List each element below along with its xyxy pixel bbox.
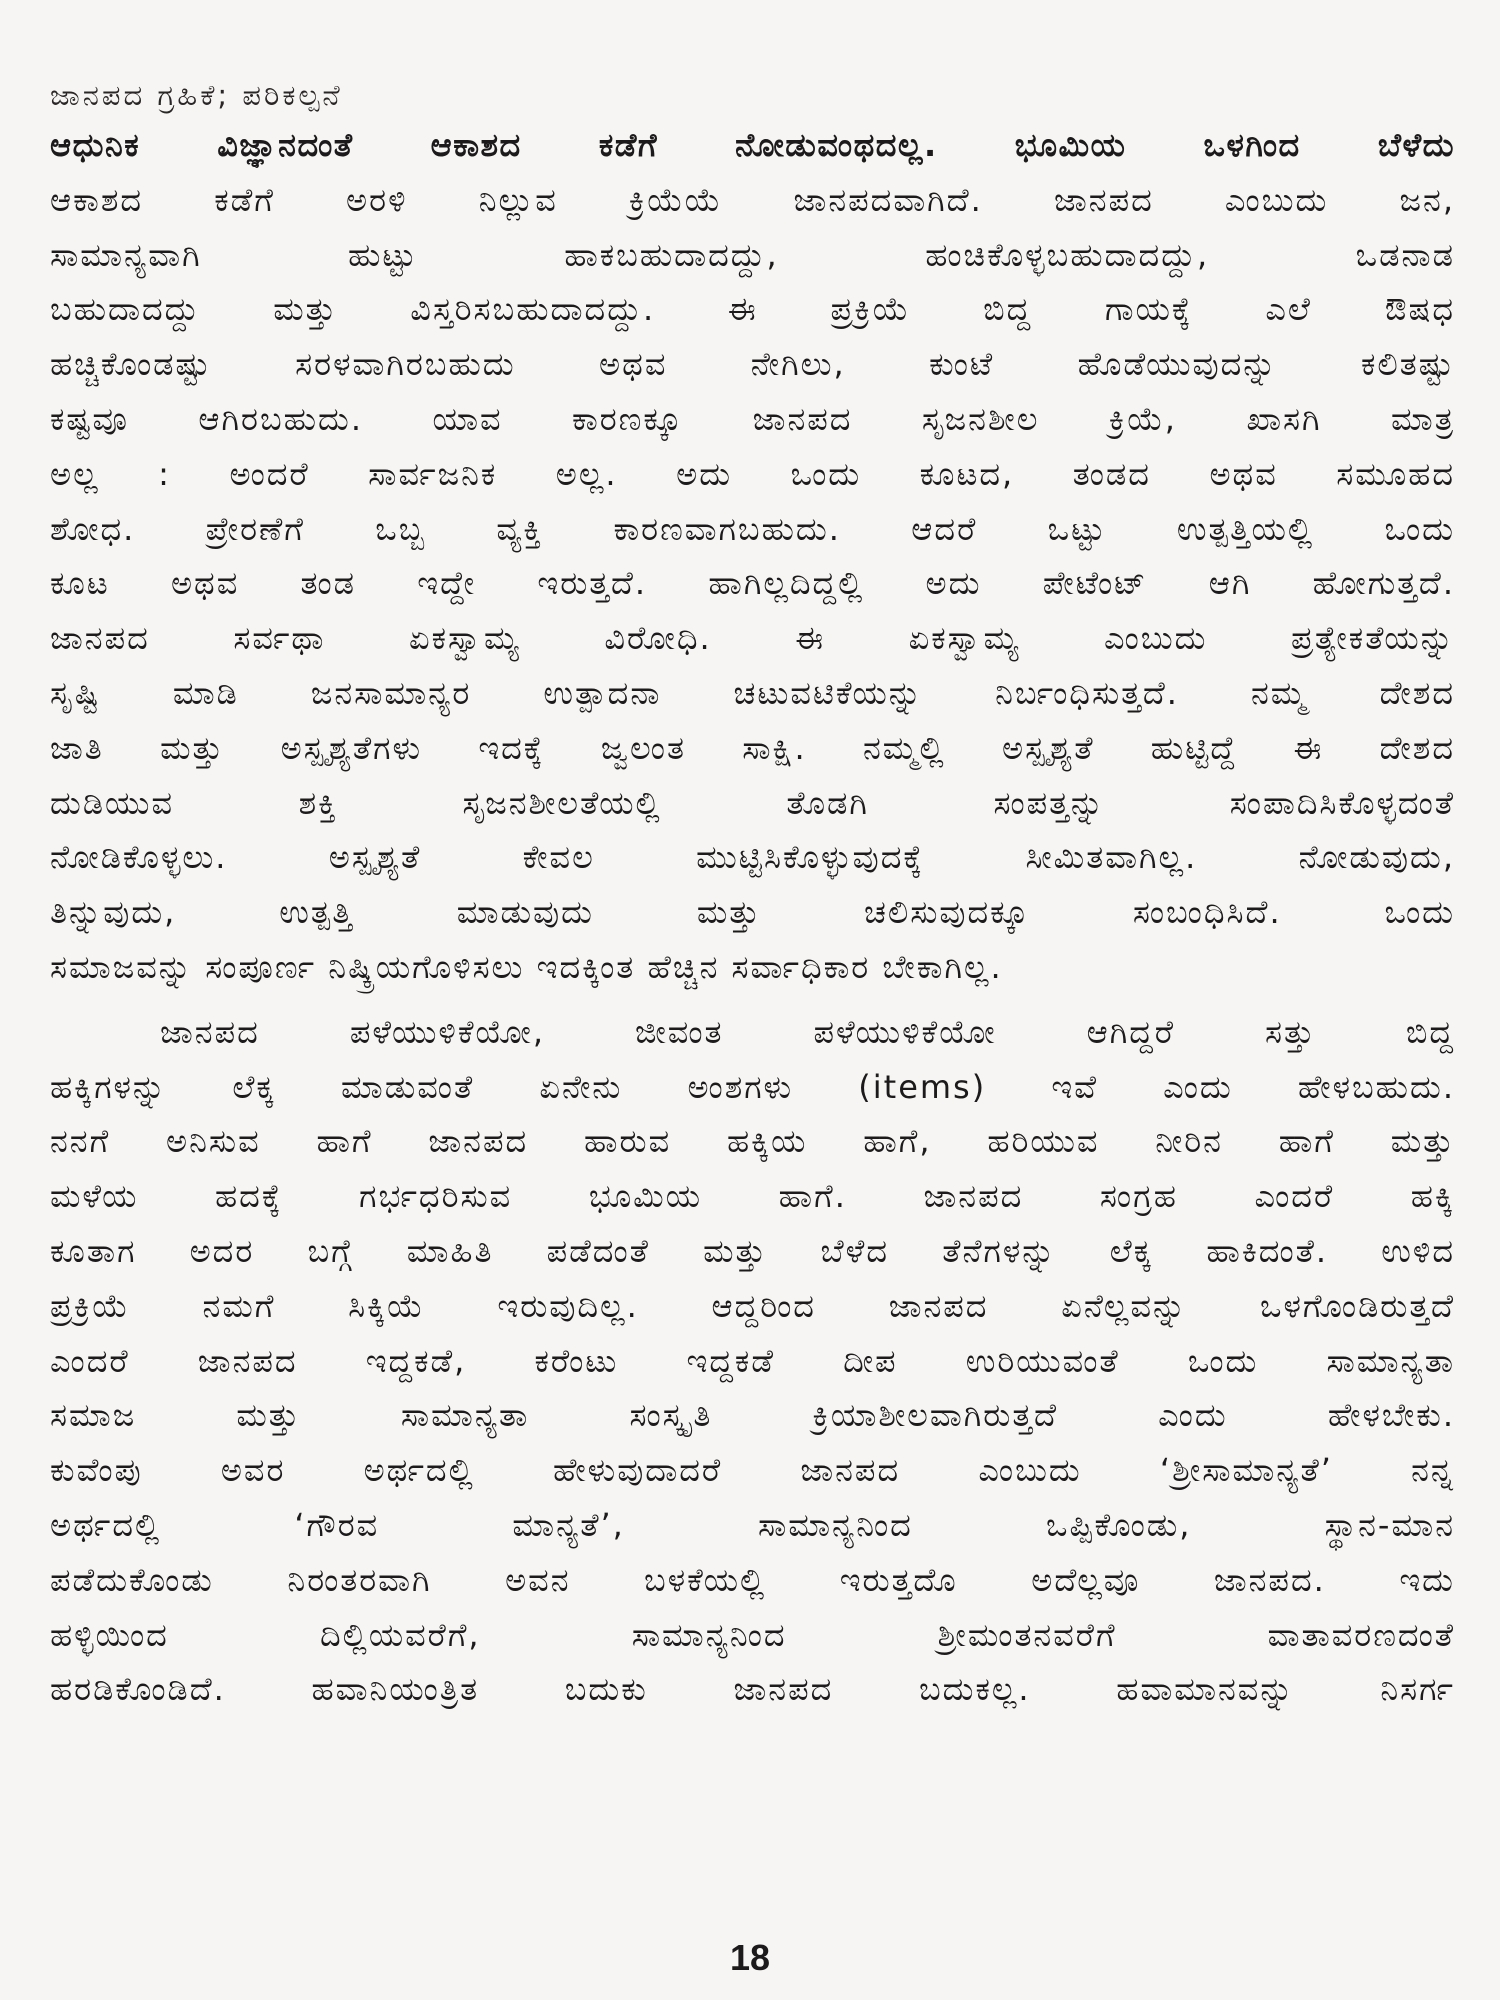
text-line: ಸಮಾಜವನ್ನು ಸಂಪೂರ್ಣ ನಿಷ್ಕ್ರಿಯಗೊಳಿಸಲು ಇದಕ್ಕಿಂತ ಹೆಚ್ಚಿನ ಸರ್ವಾಧಿಕಾರ ಬೇಕಾಗಿಲ್ಲ. [50,947,1003,986]
paragraph-spacer [50,995,1455,1005]
text-line: ಜಾತಿ ಮತ್ತು ಅಸ್ಪೃಶ್ಯತೆಗಳು ಇದಕ್ಕೆ ಜ್ವಲಂತ ಸಾಕ್ಷಿ. ನಮ್ಮಲ್ಲಿ ಅಸ್ಪೃಶ್ಯತೆ ಹುಟ್ಟಿದ್ದೆ ಈ ದೇಶದ [50,728,1455,767]
text-line: ನೋಡಿಕೊಳ್ಳಲು. ಅಸ್ಪೃಶ್ಯತೆ ಕೇವಲ ಮುಟ್ಟಿಸಿಕೊಳ್ಳುವುದಕ್ಕೆ ಸೀಮಿತವಾಗಿಲ್ಲ. ನೋಡುವುದು, [50,838,1455,877]
running-header: ಜಾನಪದ ಗ್ರಹಿಕೆ; ಪರಿಕಲ್ಪನೆ [50,78,343,112]
paragraph-1 [50,118,1455,995]
text-line: ಸೃಷ್ಟಿ ಮಾಡಿ ಜನಸಾಮಾನ್ಯರ ಉತ್ಪಾದನಾ ಚಟುವಟಿಕೆಯನ್ನು ನಿರ್ಬಂಧಿಸುತ್ತದೆ. ನಮ್ಮ ದೇಶದ [50,673,1455,712]
text-line: ಹಚ್ಚಿಕೊಂಡಷ್ಟು ಸರಳವಾಗಿರಬಹುದು ಅಥವ ನೇಗಿಲು, ಕುಂಟೆ ಹೊಡೆಯುವುದನ್ನು ಕಲಿತಷ್ಟು [50,345,1455,384]
text-line: ಮಳೆಯ ಹದಕ್ಕೆ ಗರ್ಭಧರಿಸುವ ಭೂಮಿಯ ಹಾಗೆ. ಜಾನಪದ ಸಂಗ್ರಹ ಎಂದರೆ ಹಕ್ಕಿ [50,1177,1455,1216]
text-line: ಹರಡಿಕೊಂಡಿದೆ. ಹವಾನಿಯಂತ್ರಿತ ಬದುಕು ಜಾನಪದ ಬದುಕಲ್ಲ. ಹವಾಮಾನವನ್ನು ನಿಸರ್ಗ [50,1670,1455,1709]
text-line: ಜಾನಪದ ಸರ್ವಥಾ ಏಕಸ್ವಾಮ್ಯ ವಿರೋಧಿ. ಈ ಏಕಸ್ವಾಮ್ಯ ಎಂಬುದು ಪ್ರತ್ಯೇಕತೆಯನ್ನು [50,619,1455,658]
text-line: ಪ್ರಕ್ರಿಯೆ ನಮಗೆ ಸಿಕ್ಕಿಯೆ ಇರುವುದಿಲ್ಲ. ಆದ್ದರಿಂದ ಜಾನಪದ ಏನೆಲ್ಲವನ್ನು ಒಳಗೊಂಡಿರುತ್ತದೆ [50,1286,1455,1325]
text-line: ಸಾಮಾನ್ಯವಾಗಿ ಹುಟ್ಟು ಹಾಕಬಹುದಾದದ್ದು, ಹಂಚಿಕೊಳ್ಳಬಹುದಾದದ್ದು, ಒಡನಾಡ [50,235,1455,274]
text-line: ಪಡೆದುಕೊಂಡು ನಿರಂತರವಾಗಿ ಅವನ ಬಳಕೆಯಲ್ಲಿ ಇರುತ್ತದೊ ಅದೆಲ್ಲವೂ ಜಾನಪದ. ಇದು [50,1560,1455,1599]
paragraph-2 [50,1005,1455,1717]
text-line: ಶೋಧ. ಪ್ರೇರಣೆಗೆ ಒಬ್ಬ ವ್ಯಕ್ತಿ ಕಾರಣವಾಗಬಹುದು. ಆದರೆ ಒಟ್ಟು ಉತ್ಪತ್ತಿಯಲ್ಲಿ ಒಂದು [50,509,1455,548]
text-line: ಅಲ್ಲ : ಅಂದರೆ ಸಾರ್ವಜನಿಕ ಅಲ್ಲ. ಅದು ಒಂದು ಕೂಟದ, ತಂಡದ ಅಥವ ಸಮೂಹದ [50,454,1455,493]
text-line: ಜಾನಪದ ಪಳೆಯುಳಿಕೆಯೋ, ಜೀವಂತ ಪಳೆಯುಳಿಕೆಯೋ ಆಗಿದ್ದರೆ ಸತ್ತು ಬಿದ್ದ [160,1012,1455,1051]
text-line: ಆಧುನಿಕ ವಿಜ್ಞಾನದಂತೆ ಆಕಾಶದ ಕಡೆಗೆ ನೋಡುವಂಥದಲ್ಲ. ಭೂಮಿಯ ಒಳಗಿಂದ ಬೆಳೆದು [50,126,1455,164]
text-line: ಕೂಟ ಅಥವ ತಂಡ ಇದ್ದೇ ಇರುತ್ತದೆ. ಹಾಗಿಲ್ಲದಿದ್ದಲ್ಲಿ ಅದು ಪೇಟೆಂಟ್ ಆಗಿ ಹೋಗುತ್ತದೆ. [50,564,1455,603]
body-text [50,118,1455,1717]
text-line: ಬಹುದಾದದ್ದು ಮತ್ತು ವಿಸ್ತರಿಸಬಹುದಾದದ್ದು. ಈ ಪ್ರಕ್ರಿಯೆ ಬಿದ್ದ ಗಾಯಕ್ಕೆ ಎಲೆ ಔಷಧ [50,290,1455,329]
text-line: ಆಕಾಶದ ಕಡೆಗೆ ಅರಳಿ ನಿಲ್ಲುವ ಕ್ರಿಯೆಯೆ ಜಾನಪದವಾಗಿದೆ. ಜಾನಪದ ಎಂಬುದು ಜನ, [50,180,1455,219]
text-line: ಹಕ್ಕಿಗಳನ್ನು ಲೆಕ್ಕ ಮಾಡುವಂತೆ ಏನೇನು ಅಂಶಗಳು (items) ಇವೆ ಎಂದು ಹೇಳಬಹುದು. [50,1067,1455,1106]
text-line: ದುಡಿಯುವ ಶಕ್ತಿ ಸೃಜನಶೀಲತೆಯಲ್ಲಿ ತೊಡಗಿ ಸಂಪತ್ತನ್ನು ಸಂಪಾದಿಸಿಕೊಳ್ಳದಂತೆ [50,783,1455,822]
text-line: ಕಷ್ಟವೂ ಆಗಿರಬಹುದು. ಯಾವ ಕಾರಣಕ್ಕೂ ಜಾನಪದ ಸೃಜನಶೀಲ ಕ್ರಿಯೆ, ಖಾಸಗಿ ಮಾತ್ರ [50,399,1455,438]
text-line: ಅರ್ಥದಲ್ಲಿ ‘ಗೌರವ ಮಾನ್ಯತೆ’, ಸಾಮಾನ್ಯನಿಂದ ಒಪ್ಪಿಕೊಂಡು, ಸ್ಥಾನ-ಮಾನ [50,1505,1455,1544]
text-line: ಸಮಾಜ ಮತ್ತು ಸಾಮಾನ್ಯತಾ ಸಂಸ್ಕೃತಿ ಕ್ರಿಯಾಶೀಲವಾಗಿರುತ್ತದೆ ಎಂದು ಹೇಳಬೇಕು. [50,1396,1455,1435]
page-number: 18 [729,1937,771,1978]
text-line: ತಿನ್ನುವುದು, ಉತ್ಪತ್ತಿ ಮಾಡುವುದು ಮತ್ತು ಚಲಿಸುವುದಕ್ಕೂ ಸಂಬಂಧಿಸಿದೆ. ಒಂದು [50,893,1455,932]
text-line: ಕುವೆಂಪು ಅವರ ಅರ್ಥದಲ್ಲಿ ಹೇಳುವುದಾದರೆ ಜಾನಪದ ಎಂಬುದು ‘ಶ್ರೀಸಾಮಾನ್ಯತೆ’ ನನ್ನ [50,1451,1455,1490]
text-line: ಕೂತಾಗ ಅದರ ಬಗ್ಗೆ ಮಾಹಿತಿ ಪಡೆದಂತೆ ಮತ್ತು ಬೆಳೆದ ತೆನೆಗಳನ್ನು ಲೆಕ್ಕ ಹಾಕಿದಂತೆ. ಉಳಿದ [50,1231,1455,1270]
text-line: ಎಂದರೆ ಜಾನಪದ ಇದ್ದಕಡೆ, ಕರೆಂಟು ಇದ್ದಕಡೆ ದೀಪ ಉರಿಯುವಂತೆ ಒಂದು ಸಾಮಾನ್ಯತಾ [50,1341,1455,1380]
text-line: ನನಗೆ ಅನಿಸುವ ಹಾಗೆ ಜಾನಪದ ಹಾರುವ ಹಕ್ಕಿಯ ಹಾಗೆ, ಹರಿಯುವ ನೀರಿನ ಹಾಗೆ ಮತ್ತು [50,1122,1455,1161]
text-line: ಹಳ್ಳಿಯಿಂದ ದಿಲ್ಲಿಯವರೆಗೆ, ಸಾಮಾನ್ಯನಿಂದ ಶ್ರೀಮಂತನವರೆಗೆ ವಾತಾವರಣದಂತೆ [50,1615,1455,1654]
